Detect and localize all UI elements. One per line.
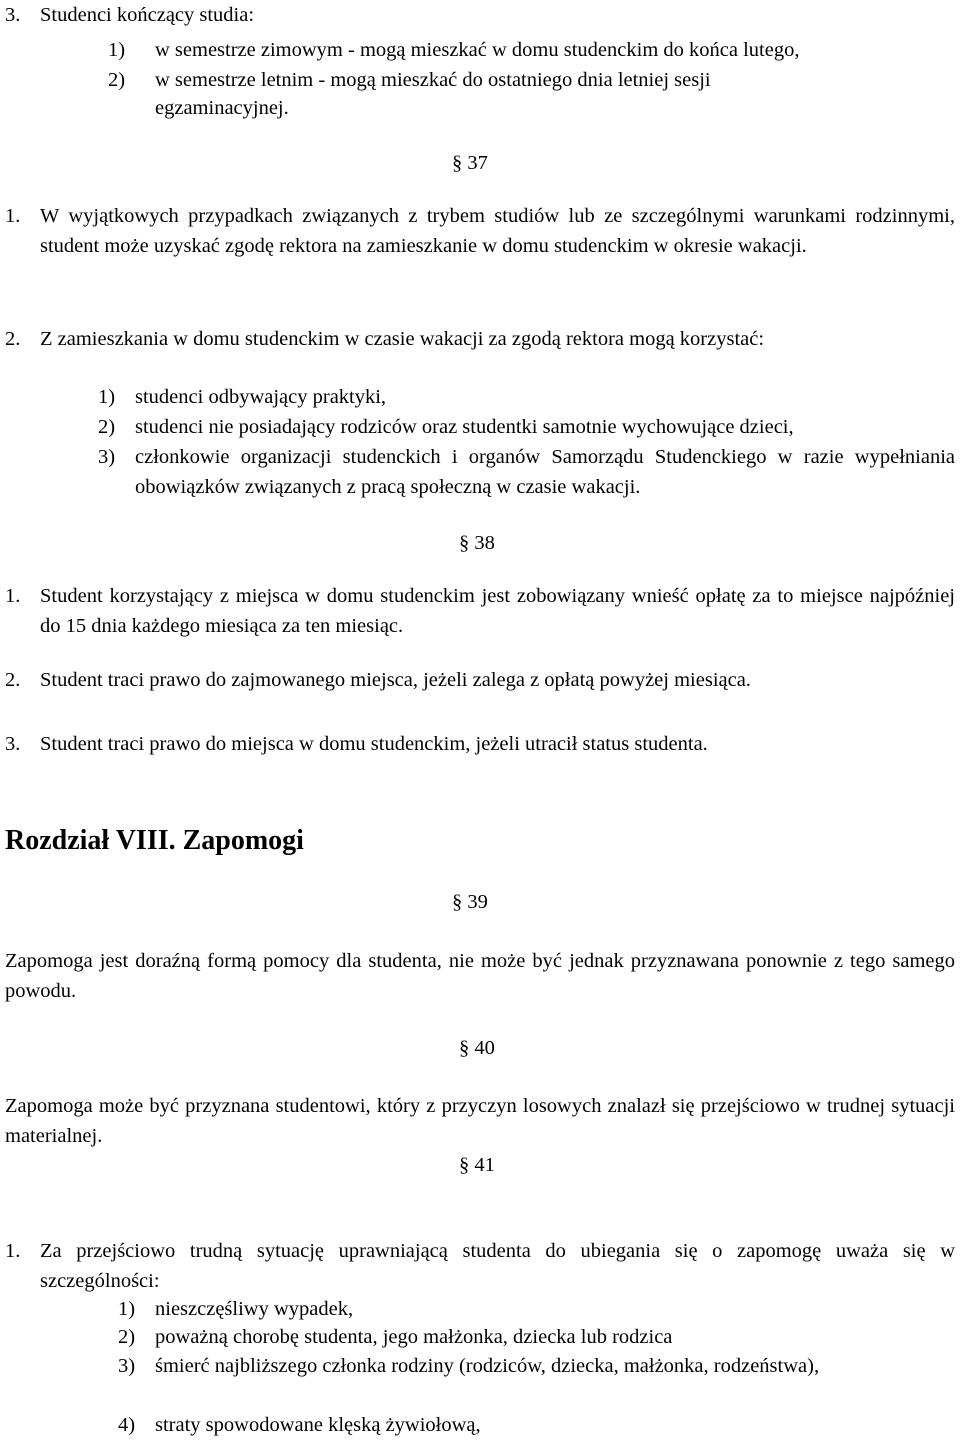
section-number: § 39 <box>452 891 488 913</box>
section-number: § 41 <box>459 1154 495 1176</box>
list-item-number: 2) <box>98 416 116 438</box>
paragraph-number: 3. <box>5 4 21 26</box>
paragraph-text: Student traci prawo do miejsca w domu studenckim, jeżeli utracił status studenta. <box>40 733 708 755</box>
list-item-number: 1) <box>108 39 126 61</box>
section-number: § 38 <box>459 532 495 554</box>
list-item-text: nieszczęśliwy wypadek, <box>155 1298 354 1320</box>
chapter-heading: Rozdział VIII. Zapomogi <box>5 825 304 856</box>
list-item-number: 3) <box>98 446 116 468</box>
list-item-text: poważną chorobę studenta, jego małżonka, dziecka lub rodzica <box>155 1326 673 1348</box>
list-item-number: 2) <box>108 69 126 91</box>
list-item-text: członkowie organizacji studenckich i organów Samorządu Studenckiego w razie wypełniania obowiązków związanych z pracą społeczną w czasie wakacji. <box>135 446 955 498</box>
paragraph-number: 1. <box>5 1240 21 1262</box>
list-item-text: śmierć najbliższego członka rodziny (rodziców, dziecka, małżonka, rodzeństwa), <box>155 1355 820 1377</box>
list-item-number: 1) <box>118 1298 136 1320</box>
paragraph-text: Zapomoga jest doraźną formą pomocy dla studenta, nie może być jednak przyznawana ponownie z tego samego powodu. <box>5 950 955 1002</box>
list-item-number: 2) <box>118 1326 136 1348</box>
paragraph-text: Za przejściowo trudną sytuację uprawniającą studenta do ubiegania się o zapomogę uważa się w szczególności: <box>40 1240 955 1292</box>
list-item-text: w semestrze letnim - mogą mieszkać do ostatniego dnia letniej sesji <box>155 69 711 91</box>
list-item-number: 1) <box>98 386 116 408</box>
list-item-text: straty spowodowane klęską żywiołową, <box>155 1414 481 1436</box>
paragraph-text: Student korzystający z miejsca w domu studenckim jest zobowiązany wnieść opłatę za to miejsce najpóźniej do 15 dnia każdego miesiąca za ten miesiąc. <box>40 585 955 637</box>
paragraph-number: 1. <box>5 205 21 227</box>
paragraph-text: W wyjątkowych przypadkach związanych z trybem studiów lub ze szczególnymi warunkami rodzinnymi, student może uzyskać zgodę rektora na zamieszkanie w domu studenckim w okresie wakacji. <box>40 205 955 257</box>
section-number: § 40 <box>459 1037 495 1059</box>
list-item-text-continuation: egzaminacyjnej. <box>155 97 289 119</box>
list-item-text: studenci nie posiadający rodziców oraz studentki samotnie wychowujące dzieci, <box>135 416 794 438</box>
paragraph-number: 2. <box>5 669 21 691</box>
list-item-text: w semestrze zimowym - mogą mieszkać w domu studenckim do końca lutego, <box>155 39 800 61</box>
paragraph-text: Student traci prawo do zajmowanego miejsca, jeżeli zalega z opłatą powyżej miesiąca. <box>40 669 751 691</box>
list-item-number: 3) <box>118 1355 136 1377</box>
paragraph-number: 1. <box>5 585 21 607</box>
paragraph-text: Studenci kończący studia: <box>40 4 255 26</box>
paragraph-text: Zapomoga może być przyznana studentowi, który z przyczyn losowych znalazł się przejściowo w trudnej sytuacji materialnej. <box>5 1095 955 1147</box>
list-item-number: 4) <box>118 1414 136 1436</box>
paragraph-number: 2. <box>5 328 21 350</box>
paragraph-number: 3. <box>5 733 21 755</box>
section-number: § 37 <box>452 152 488 174</box>
paragraph-text: Z zamieszkania w domu studenckim w czasie wakacji za zgodą rektora mogą korzystać: <box>40 328 765 350</box>
list-item-text: studenci odbywający praktyki, <box>135 386 387 408</box>
